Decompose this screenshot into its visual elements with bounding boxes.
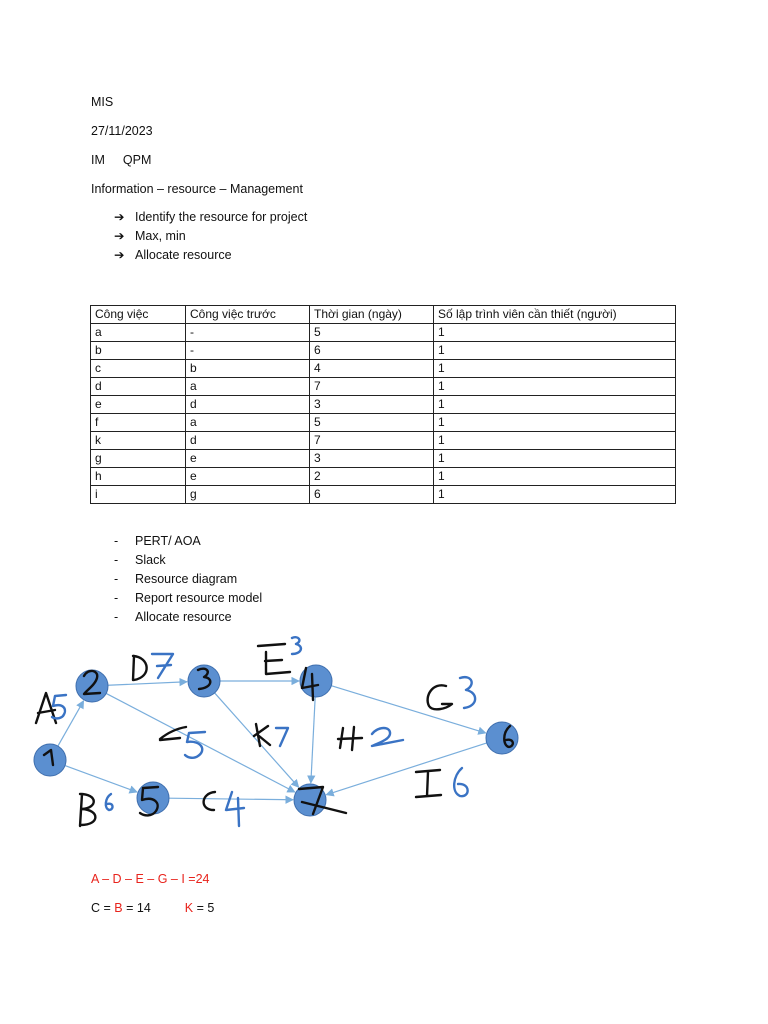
hw-duration-f-5 — [185, 732, 205, 758]
slack-c-suffix: = 14 — [122, 901, 151, 915]
table-cell: 1 — [434, 360, 676, 378]
hw-task-h-letter — [338, 727, 362, 750]
table-cell: 4 — [310, 360, 434, 378]
arrow-right-icon: ➔ — [114, 248, 125, 262]
table-cell: 7 — [310, 432, 434, 450]
edge-3-7 — [215, 693, 299, 787]
hw-duration-e-3 — [292, 637, 301, 654]
hw-duration-k-7 — [276, 728, 288, 746]
table-cell: d — [186, 396, 310, 414]
table-cell: d — [186, 432, 310, 450]
hw-task-g-letter — [428, 685, 452, 709]
dash-marker: - — [114, 572, 119, 586]
table-row — [91, 378, 676, 396]
table-cell: 1 — [434, 414, 676, 432]
table-cell: e — [91, 396, 186, 414]
nodes-layer — [34, 665, 518, 816]
table-cell: 6 — [310, 342, 434, 360]
table-cell: 5 — [310, 414, 434, 432]
critical-path-result: A – D – E – G – I =24 — [91, 872, 210, 886]
edge-4-7 — [311, 697, 315, 783]
dash-bullet-list — [114, 532, 262, 627]
im-qpm-line — [91, 153, 151, 167]
table-cell: a — [186, 414, 310, 432]
table-cell: - — [186, 324, 310, 342]
table-cell: 6 — [310, 486, 434, 504]
pert-network-diagram — [0, 630, 768, 850]
task-table-body — [91, 306, 676, 504]
table-cell: 1 — [434, 378, 676, 396]
table-cell: g — [186, 486, 310, 504]
slack-result-line — [91, 901, 214, 915]
dash-marker: - — [114, 591, 119, 605]
hw-duration-i-6 — [454, 768, 467, 796]
table-header-cell: Thời gian (ngày) — [310, 306, 434, 324]
hw-task-k-letter — [254, 724, 270, 746]
arrow-bullet-list — [114, 208, 307, 265]
table-cell: a — [186, 378, 310, 396]
dash-marker: - — [114, 553, 119, 567]
table-cell: h — [91, 468, 186, 486]
edges-layer — [58, 681, 487, 800]
hw-task-d-letter — [133, 656, 147, 680]
slack-b-letter: B — [114, 901, 123, 915]
node-6 — [486, 722, 518, 754]
table-cell: g — [91, 450, 186, 468]
hw-task-i-letter — [416, 770, 441, 797]
table-row — [91, 396, 676, 414]
table-cell: a — [91, 324, 186, 342]
edge-1-2 — [58, 701, 84, 746]
edge-2-3 — [108, 682, 187, 686]
table-cell: k — [91, 432, 186, 450]
table-row — [91, 324, 676, 342]
handwritten-durations — [52, 637, 475, 826]
date-text: 27/11/2023 — [91, 124, 153, 138]
list-item: - Report resource model — [114, 589, 262, 608]
hw-duration-h-2 — [372, 728, 403, 746]
table-row — [91, 414, 676, 432]
topic-text: Information – resource – Management — [91, 182, 303, 196]
arrow-right-icon: ➔ — [114, 210, 125, 224]
table-cell: i — [91, 486, 186, 504]
table-cell: 5 — [310, 324, 434, 342]
table-cell: 3 — [310, 450, 434, 468]
dash-marker: - — [114, 534, 119, 548]
table-cell: 1 — [434, 342, 676, 360]
table-header-cell: Công việc — [91, 306, 186, 324]
list-item: - Slack — [114, 551, 262, 570]
hw-task-e-letter — [258, 644, 290, 674]
course-title: MIS — [91, 95, 114, 109]
list-item: - Allocate resource — [114, 608, 262, 627]
table-cell: 1 — [434, 324, 676, 342]
table-cell: 3 — [310, 396, 434, 414]
dash-marker: - — [114, 610, 119, 624]
hw-task-c-letter — [204, 792, 215, 810]
slack-k-letter: K — [184, 901, 194, 915]
table-cell: 7 — [310, 378, 434, 396]
list-item: ➔ Identify the resource for project — [114, 208, 307, 227]
list-item: ➔ Max, min — [114, 227, 307, 246]
table-row — [91, 360, 676, 378]
table-header-row — [91, 306, 676, 324]
hw-duration-c-4 — [226, 792, 244, 826]
table-cell: 2 — [310, 468, 434, 486]
hw-duration-d-7 — [152, 654, 173, 678]
edge-1-5 — [65, 766, 137, 793]
table-cell: 1 — [434, 468, 676, 486]
table-row — [91, 450, 676, 468]
im-text: IM — [91, 153, 105, 167]
node-1 — [34, 744, 66, 776]
table-cell: 1 — [434, 486, 676, 504]
table-cell: 1 — [434, 432, 676, 450]
node-3 — [188, 665, 220, 697]
table-row — [91, 432, 676, 450]
table-cell: b — [186, 360, 310, 378]
table-row — [91, 468, 676, 486]
table-cell: c — [91, 360, 186, 378]
table-cell: e — [186, 468, 310, 486]
table-cell: f — [91, 414, 186, 432]
table-header-cell: Công việc trước — [186, 306, 310, 324]
list-item: - Resource diagram — [114, 570, 262, 589]
table-cell: 1 — [434, 396, 676, 414]
table-cell: e — [186, 450, 310, 468]
qpm-text: QPM — [122, 153, 152, 167]
table-row — [91, 342, 676, 360]
task-table — [90, 305, 676, 504]
hw-duration-g-3 — [460, 677, 475, 708]
hw-task-b-letter — [80, 794, 95, 826]
table-cell: 1 — [434, 450, 676, 468]
arrow-right-icon: ➔ — [114, 229, 125, 243]
table-cell: d — [91, 378, 186, 396]
hw-duration-b-6 — [106, 794, 113, 810]
list-item: - PERT/ AOA — [114, 532, 262, 551]
table-cell: - — [186, 342, 310, 360]
table-cell: b — [91, 342, 186, 360]
table-header-cell: Số lập trình viên cần thiết (người) — [434, 306, 676, 324]
table-row — [91, 486, 676, 504]
handwritten-node-numbers — [44, 668, 513, 815]
list-item: ➔ Allocate resource — [114, 246, 307, 265]
slack-c-prefix: C = — [91, 901, 115, 915]
slack-k-suffix: = 5 — [193, 901, 215, 915]
